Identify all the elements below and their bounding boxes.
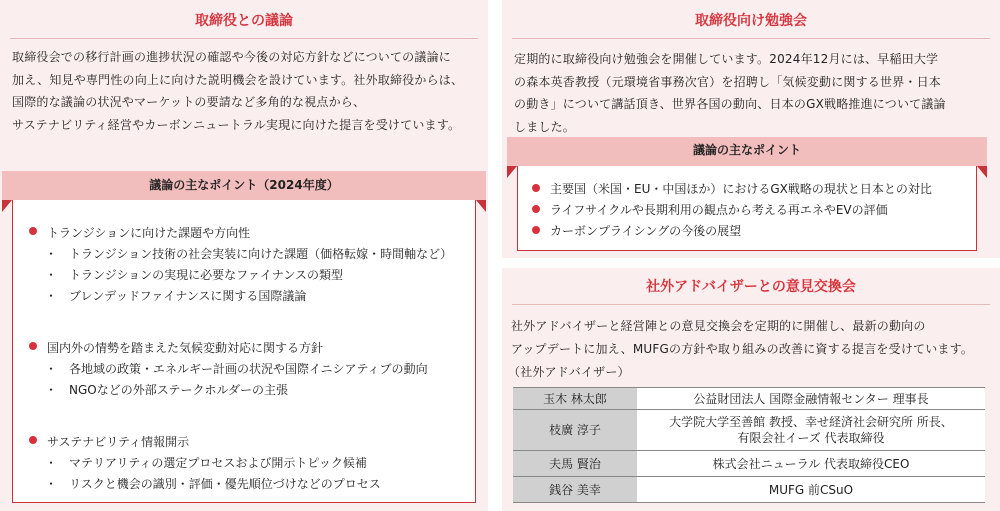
points-header: 議論の主なポイント (507, 137, 987, 166)
points-header: 議論の主なポイント（2024年度） (2, 171, 486, 200)
table-row (513, 410, 985, 451)
board-discussion-panel (0, 0, 488, 511)
text-line: MUFG 前CSuO (768, 482, 854, 497)
advisors-title: 社外アドバイザーとの意見交換会 (512, 276, 990, 305)
text-line: 公益財団法人 国際金融情報センター 理事長 (693, 391, 929, 406)
text-line: 社外アドバイザーと経営陣との意見交換会を定期的に開催し、最新の動向の (511, 319, 926, 333)
list-item: ・ ブレンデッドファイナンスに関する国際議論 (27, 286, 452, 307)
corner-decoration (507, 166, 517, 178)
table-row (513, 477, 985, 503)
list-item: 主要国（米国・EU・中国ほか）におけるGX戦略の現状と日本との対比 (530, 179, 932, 200)
text-line: 加え、知見や専門性の向上に向けた説明機会を設けています。社外取締役からは、 (12, 72, 464, 87)
advisor-title (637, 388, 985, 410)
advisor-title (637, 477, 985, 503)
list-item: ・ リスクと機会の識別・評価・優先順位づけなどのプロセス (27, 474, 452, 495)
board-discussion-title: 取締役との議論 (10, 10, 478, 39)
table-row (513, 451, 985, 477)
advisor-name: 枝廣 淳子 (513, 410, 637, 451)
advisors-table (513, 387, 985, 503)
list-item: サステナビリティ情報開示 (27, 431, 452, 453)
list-item: トランジションに向けた課題や方向性 (27, 222, 452, 244)
list-item: ・ 各地域の政策・エネルギー計画の状況や国際イニシアティブの動向 (27, 359, 452, 380)
text-line: の動き」について講話頂き、世界各国の動向、日本のGX戦略推進について議論 (514, 97, 946, 111)
text-line: 定期的に取締役向け勉強会を開催しています。2024年12月には、早稲田大学 (514, 52, 939, 66)
text-line: 株式会社ニューラル 代表取締役CEO (712, 456, 910, 471)
text-line: 大学院大学至善館 教授、幸せ経済社会研究所 所長、 (669, 415, 953, 429)
text-line: サステナビリティ経営やカーボンニュートラル実現に向けた提言を受けています。 (12, 117, 461, 132)
study-session-panel (502, 0, 1000, 258)
advisor-title (637, 451, 985, 477)
table-row (513, 388, 985, 410)
study-session-title: 取締役向け勉強会 (512, 10, 990, 39)
list-item: ・ NGOなどの外部ステークホルダーの主張 (27, 380, 452, 401)
text-line: しました。 (514, 119, 576, 134)
points-box (517, 166, 977, 251)
corner-decoration (2, 200, 12, 212)
list-item: ライフサイクルや長期利用の観点から考える再エネやEVの評価 (530, 200, 932, 221)
list-item: ・ トランジションの実現に必要なファイナンスの類型 (27, 265, 452, 286)
list-item: ・ マテリアリティの選定プロセスおよび開示トピック候補 (27, 453, 452, 474)
list-item: ・ トランジション技術の社会実装に向けた課題（価格転嫁・時間軸など） (27, 244, 452, 265)
corner-decoration (476, 200, 486, 212)
text-line: 国際的な議論の状況やマーケットの要請など多角的な視点から、 (12, 95, 366, 109)
study-session-text (514, 48, 946, 138)
advisor-name: 銭谷 美幸 (513, 477, 637, 503)
advisor-title (637, 410, 985, 451)
list-item: カーボンプライシングの今後の展望 (530, 221, 932, 242)
points-box (12, 200, 476, 503)
advisor-name: 玉木 林太郎 (513, 388, 637, 410)
text-line: の森本英香教授（元環境省事務次官）を招聘し「気候変動に関する世界・日本 (514, 74, 942, 89)
text-line: 取締役会での移行計画の進捗状況の確認や今後の対応方針などについての議論に (12, 50, 451, 64)
advisors-text (511, 315, 973, 360)
board-discussion-text (12, 46, 463, 136)
list-item: 国内外の情勢を踏まえた気候変動対応に関する方針 (27, 337, 452, 359)
text-line: 有限会社イーズ 代表取締役 (737, 431, 885, 445)
advisors-panel (502, 268, 1000, 511)
text-line: アップデートに加え、MUFGの方針や取り組みの改善に資する提言を受けています。 (511, 341, 974, 356)
corner-decoration (977, 166, 987, 178)
advisor-name: 夫馬 賢治 (513, 451, 637, 477)
advisors-caption: （社外アドバイザー） (508, 365, 630, 379)
